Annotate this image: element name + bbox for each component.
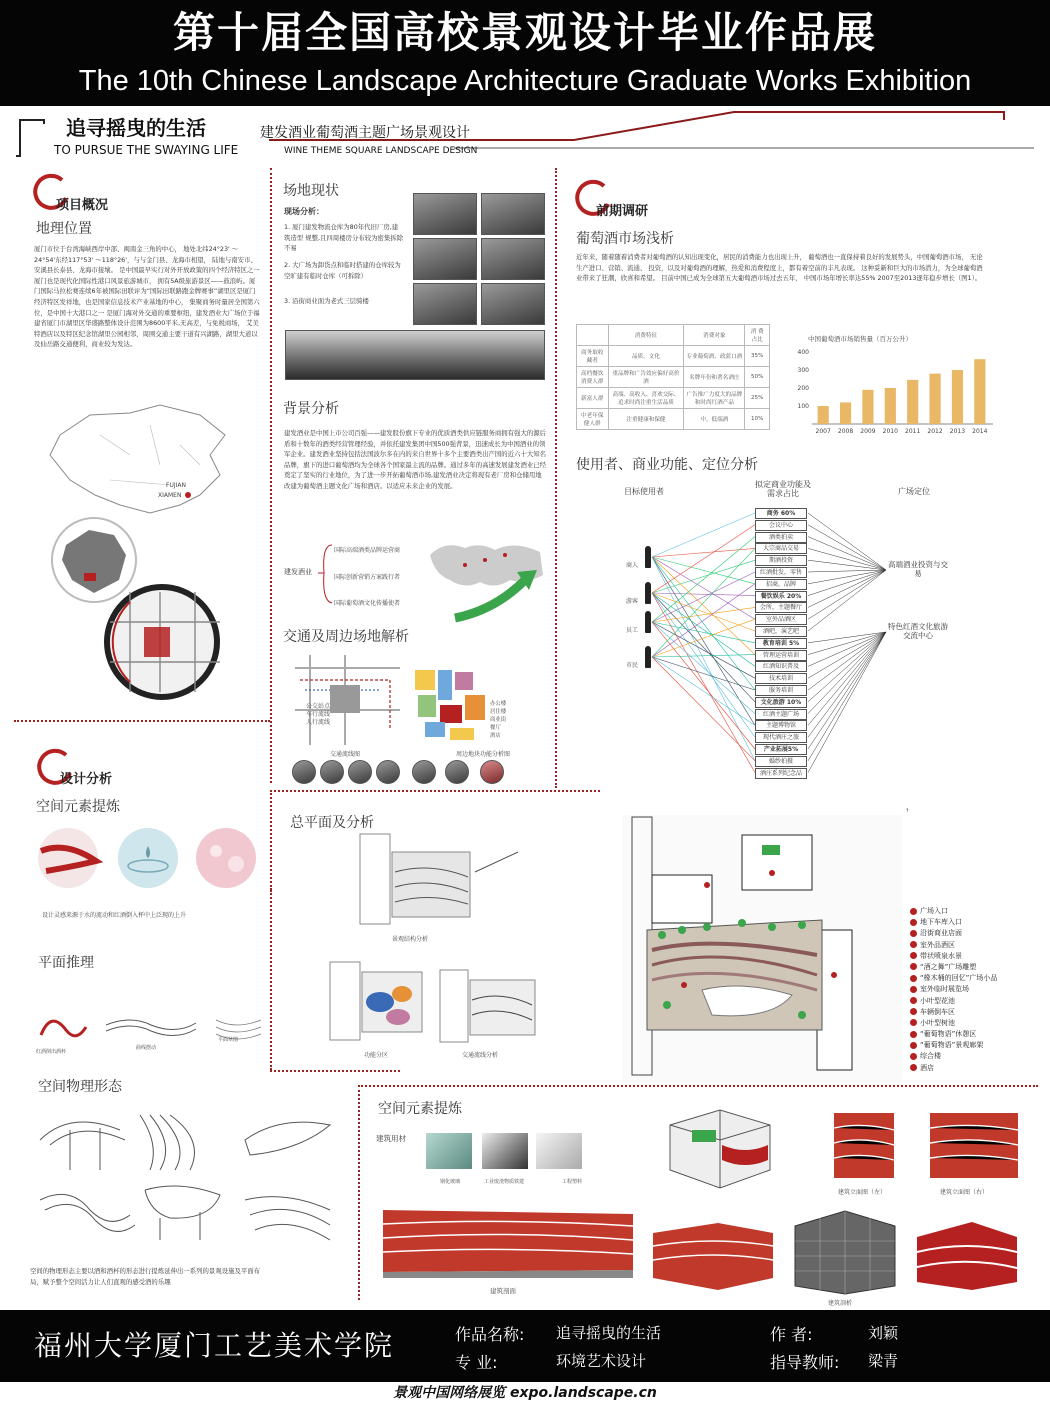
table-cell: 名牌年份和著名酒庄 <box>684 367 745 388</box>
table-row <box>577 325 770 346</box>
inspiration-images <box>36 826 266 891</box>
function-item: 酒庄系列纪念品 <box>755 768 807 779</box>
building-axonometric <box>660 1100 780 1195</box>
person-icon <box>645 646 651 668</box>
north-arrow-icon: ↑ <box>905 808 910 814</box>
advisor-label: 指导教师: <box>770 1353 840 1372</box>
legend-text: “酒之舞”广场雕塑 <box>920 962 977 971</box>
market-bar-chart <box>790 346 995 436</box>
x-tick-label: 2008 <box>837 428 854 435</box>
plan-caption-2: 曲线摆动 <box>136 1045 157 1051</box>
link-line <box>652 655 755 657</box>
legend-dot-icon <box>910 986 917 993</box>
y-tick-label: 300 <box>797 367 809 374</box>
legend-item <box>910 940 1036 951</box>
link-line <box>808 632 886 714</box>
x-tick-label: 2012 <box>927 428 943 435</box>
legend-item: 商业街 <box>490 717 507 723</box>
link-line <box>808 632 886 678</box>
link-line <box>808 525 886 570</box>
legend-dot-icon <box>910 941 917 948</box>
china-map <box>40 395 240 520</box>
position-1: 高端酒业投资与交易 <box>888 560 948 578</box>
link-line <box>652 593 755 666</box>
location-title: 地理位置 <box>36 221 92 237</box>
author-label: 作 者: <box>770 1325 813 1344</box>
surrounding-photo-row <box>290 760 550 788</box>
site-photo <box>481 238 545 280</box>
plan-title: 平面推理 <box>38 955 94 971</box>
x-tick-label: 2013 <box>949 428 966 435</box>
table-cell: 商务取收藏者 <box>577 346 609 367</box>
function-item: 技术培训 <box>755 673 807 684</box>
building-render-red <box>648 1218 778 1293</box>
legend-item: 餐厅 <box>490 725 501 731</box>
legend-dot-icon <box>910 1064 917 1071</box>
bar <box>929 374 940 424</box>
link-line <box>652 622 755 678</box>
surrounding-photo <box>376 760 400 784</box>
building-section-render <box>378 1200 640 1280</box>
table-cell: 25% <box>745 388 770 409</box>
footer <box>0 1310 1050 1382</box>
legend-item <box>910 1029 1036 1040</box>
legend-item: 人行流线 <box>306 719 331 726</box>
plan-caption-1: 红酒倒出酒杯 <box>36 1049 67 1055</box>
master-legend <box>910 906 1036 1074</box>
background-title: 背景分析 <box>283 401 339 417</box>
material-sample <box>426 1133 472 1169</box>
surrounding-photo <box>480 760 504 784</box>
legend-text: 广场入口 <box>920 907 948 915</box>
function-item: 主题博物馆 <box>755 720 807 731</box>
link-line <box>808 570 886 631</box>
traffic-title: 交通及周边场地解析 <box>283 629 409 645</box>
table-cell: 中、低端酒 <box>684 409 745 430</box>
material-label: 建筑用材 <box>376 1134 406 1143</box>
link-line <box>808 632 886 702</box>
map-label-xiamen: XIAMEN <box>158 492 182 499</box>
table-row <box>577 409 770 430</box>
legend-dot-icon <box>910 919 917 926</box>
table-row <box>577 346 770 367</box>
traffic-caption-left: 交通流线图 <box>330 751 361 758</box>
legend-text: “橡木桶的回忆”广场小品 <box>920 974 998 983</box>
divider <box>270 790 272 890</box>
y-tick-label: 100 <box>797 403 809 410</box>
position-2: 特色红酒文化旅游交流中心 <box>888 622 948 640</box>
bar <box>952 370 963 424</box>
function-item: 餐饮娱乐 20% <box>755 591 807 602</box>
table-row <box>577 367 770 388</box>
traffic-analysis-diagram <box>440 970 545 1045</box>
legend-text: 车辆倒车区 <box>920 1007 955 1016</box>
divider <box>270 890 272 1070</box>
table-cell: 中老年保健人群 <box>577 409 609 430</box>
link-line <box>808 570 886 619</box>
form-text: 空间的物理形态主要以酒和酒杯的形态进行提炼延伸出一系列的景观设施及平面布局，赋予整个空间活力让人们直观的感受酒的乐趣 <box>30 1267 261 1286</box>
arch-title: 空间元素提炼 <box>378 1101 462 1117</box>
header-banner <box>0 0 1050 106</box>
major-value: 环境艺术设计 <box>556 1352 647 1370</box>
form-sketches <box>30 1100 350 1265</box>
table-cell: 高端、高收入、喜欢交际、追求时尚注重生活品质 <box>608 388 684 409</box>
material-caption: 工程塑料 <box>562 1179 583 1185</box>
legend-dot-icon <box>910 975 917 982</box>
location-text: 厦门市位于台湾海峡西岸中部、闽南金三角的中心， 地处北纬24°23' ～24°54'东经117°53' ～118°26'，与与金门县、龙海市相望， 陆地与南安市、安溪县长泰县、龙海市接壤。 是中国最早实行对外开放政策的四个经济特区之一厦门也是现代化国际性港口风景旅游城市， 拥有5A级旅游景区——鼓浪屿。厦门国际马拉松赛连续6年被国际田联评为“国际田联路跑金牌赛事”湖里区是厦门经济特区发祥地，也是国家信息技术产业基地的中心， 集聚商务时量居全国第六位，是中国十大港口之一 是厦门海对外交通的重要枢纽，建发酒业大广场位于福建省厦门市湖里区华盛路整体设计范围为8600平米,无高差，与免税商场， 艾美特酒店以及特区纪念馆湖里公园相邻，周围交通主要干道有兴湖路，湖里大道以及仙岳路交通便利，商业较为发达。 <box>34 245 260 349</box>
site-item-3: 3. 沿街商业面为老式三层骑楼 <box>284 297 369 305</box>
legend-item <box>910 917 1036 928</box>
bar <box>818 406 829 424</box>
link-line <box>808 632 886 737</box>
legend-item: 公交站点 <box>306 703 331 710</box>
legend-dot-icon <box>910 963 917 970</box>
background-text: 建发酒业是中国上市公司百强——建发股份旗下专业的优质酒类供应链服务商拥有强大的源后盾和十数年的酒类经营管理经验，并依托建发集团中国500强背景，迅速成长为中国酒业的领军企业。建发酒业坚持包括法国波尔多在内的来自世界十多个主要酒类出产国的近六十大知名品牌，旗下的进口葡萄酒均为全球各个国家最主流的品牌。通过多年的高速发展建发酒业已经奠定了坚实的行业地位，为了进一步开拓葡萄酒市场,建发酒业决定将现有老厂房和仓储用地改建为葡萄酒主题文化广场和酒店。以适应未来企业的发展。 <box>284 429 547 490</box>
user-label: 游客 <box>626 598 639 605</box>
master-plan <box>622 815 902 1085</box>
materials-row <box>426 1133 581 1183</box>
company-label: 建发酒业 <box>284 568 312 576</box>
function-item: 室外品酒区 <box>755 614 807 625</box>
material-caption: 工业废渣物质铁建 <box>484 1179 525 1185</box>
function-item: 大宗商品交易 <box>755 543 807 554</box>
site-panorama-photo <box>285 330 545 380</box>
project-title-cn: 追寻摇曳的生活 <box>66 116 206 140</box>
legend-item <box>910 973 1036 984</box>
surrounding-photo <box>292 760 316 784</box>
user-label: 员工 <box>626 627 639 634</box>
bar <box>885 388 896 424</box>
legend-dot-icon <box>910 997 917 1004</box>
legend-text: “葡萄物语”休憩区 <box>920 1030 977 1039</box>
material-sample <box>482 1133 528 1169</box>
legend-text: 小叶型树池 <box>920 1018 955 1027</box>
site-photo <box>413 283 477 325</box>
function-item: 会议中心 <box>755 520 807 531</box>
user-label: 市民 <box>626 662 639 669</box>
school-name: 福州大学厦门工艺美术学院 <box>34 1329 395 1362</box>
link-line <box>652 657 755 725</box>
function-item: 期酒投资 <box>755 555 807 566</box>
link-line <box>808 570 886 572</box>
traffic-legend-left <box>306 703 330 727</box>
research-heading: 前期调研 <box>596 204 649 219</box>
legend-text: 室外临时展览场 <box>920 985 969 994</box>
table-cell: 品质、文化 <box>608 346 684 367</box>
legend-item <box>910 996 1036 1007</box>
legend-item <box>910 1007 1036 1018</box>
consumer-table <box>576 324 770 430</box>
site-photo <box>413 193 477 235</box>
person-icon <box>645 546 651 568</box>
world-map-growth-graphic <box>425 530 550 622</box>
divider <box>358 1085 360 1300</box>
building-render-glass <box>790 1206 900 1296</box>
legend-dot-icon <box>910 908 917 915</box>
legend-dot-icon <box>910 1019 917 1026</box>
table-cell: 广告推广力度大的品牌和时尚红酒产品 <box>684 388 745 409</box>
link-line <box>652 622 755 714</box>
function-item: 红酒主题广场 <box>755 709 807 720</box>
table-cell: 35% <box>745 346 770 367</box>
function-item: 红酒批发，零售 <box>755 567 807 578</box>
master-caption-3: 交通流线分析 <box>462 1052 499 1059</box>
x-tick-label: 2007 <box>815 428 831 435</box>
market-title: 葡萄酒市场浅析 <box>576 231 674 247</box>
table-cell: 高档餐饮消费人群 <box>577 367 609 388</box>
master-caption-2: 功能分区 <box>364 1052 389 1059</box>
elevation-left <box>832 1108 897 1183</box>
site-item-1: 1. 厦门建发物流仓库为80年代旧厂房,建筑造型 规整,且四周楼房分布较为密集拆除不易 <box>284 223 404 253</box>
table-header: 消费对象 <box>684 325 745 346</box>
project-title-en: TO PURSUE THE SWAYING LIFE <box>54 143 239 157</box>
legend-text: 室外品酒区 <box>920 940 955 949</box>
traffic-flow-map <box>290 650 410 750</box>
users-title: 使用者、商业功能、定位分析 <box>576 457 758 473</box>
legend-dot-icon <box>910 952 917 959</box>
table-cell: 专业葡萄酒、政蓝口酒 <box>684 346 745 367</box>
user-label: 商人 <box>626 562 639 569</box>
surrounding-photo <box>445 760 469 784</box>
legend-dot-icon <box>910 1031 917 1038</box>
arch-caption-elev-left: 建筑立面图（左） <box>838 1189 887 1196</box>
legend-dot-icon <box>910 1053 917 1060</box>
map-label-fujian: FUJIAN <box>166 482 186 489</box>
building-render-exploded <box>912 1212 1022 1292</box>
link-line <box>808 632 886 749</box>
legend-text: 酒店 <box>920 1063 934 1072</box>
element-title: 空间元素提炼 <box>36 799 120 815</box>
chart-title: 中国葡萄酒市场销售量（百万公升） <box>808 335 912 343</box>
link-line <box>808 570 886 584</box>
function-item: 商务 60% <box>755 508 807 519</box>
table-cell: 注重健康和保健 <box>608 409 684 430</box>
site-title: 场地现状 <box>283 183 339 199</box>
legend-dot-icon <box>910 930 917 937</box>
bar <box>974 359 985 424</box>
surrounding-function-map <box>410 650 550 745</box>
legend-text: 带状喷泉水景 <box>920 951 962 960</box>
site-analysis-label: 现场分析： <box>284 207 324 216</box>
branch-2: 国际创新营销方案践行者 <box>334 574 401 581</box>
x-tick-label: 2011 <box>905 428 921 435</box>
legend-item <box>910 951 1036 962</box>
table-header <box>577 325 609 346</box>
function-item: 管理运营培训 <box>755 650 807 661</box>
link-line <box>808 570 886 607</box>
site-location-map <box>100 582 230 707</box>
function-zoning-diagram <box>330 962 430 1042</box>
material-caption: 钢化玻璃 <box>440 1179 461 1185</box>
legend-item: 居住楼 <box>490 709 507 715</box>
overview-heading: 项目概况 <box>56 198 109 213</box>
divider <box>358 1085 1038 1087</box>
legend-item <box>910 906 1036 917</box>
function-item: 产业拓展5% <box>755 744 807 755</box>
material-sample <box>536 1133 582 1169</box>
function-item: 酒类拍卖 <box>755 532 807 543</box>
legend-item <box>910 1051 1036 1062</box>
link-line <box>808 570 886 596</box>
person-icon <box>645 582 651 604</box>
elevation-right <box>928 1108 1020 1183</box>
master-caption-1: 景观结构分析 <box>392 936 429 943</box>
legend-item <box>910 1018 1036 1029</box>
work-label: 作品名称: <box>455 1325 525 1344</box>
function-item: 招商，品牌 <box>755 579 807 590</box>
site-photo <box>413 238 477 280</box>
legend-text: 沿街商业店面 <box>920 929 962 938</box>
site-item-2: 2. 大广场为卸货点和临时搭建的仓库较为空旷建有临时仓库（可拆除） <box>284 261 401 280</box>
design-heading: 设计分析 <box>60 772 113 787</box>
branch-1: 国际高端酒类品牌运营商 <box>334 547 401 554</box>
master-title: 总平面及分析 <box>290 815 374 831</box>
advisor-value: 梁青 <box>868 1352 899 1370</box>
function-item: 教育培训 5% <box>755 638 807 649</box>
exhibition-site-line: 景观中国网络展览 expo.landscape.cn <box>393 1385 657 1401</box>
surrounding-photo <box>348 760 372 784</box>
legend-dot-icon <box>910 1008 917 1015</box>
table-cell: 新富人群 <box>577 388 609 409</box>
author-value: 刘颖 <box>868 1324 899 1342</box>
exhibition-title-cn: 第十届全国高校景观设计毕业作品展 <box>172 8 877 57</box>
col-users-label: 目标使用者 <box>624 487 664 496</box>
link-line <box>808 548 886 570</box>
legend-item <box>910 984 1036 995</box>
link-line <box>652 593 755 596</box>
table-row <box>577 388 770 409</box>
project-subtitle-cn: 建发酒业葡萄酒主题广场景观设计 <box>260 125 470 141</box>
arch-caption-analysis: 建筑剖析 <box>828 1300 853 1307</box>
arch-caption-elev-right: 建筑立面图（右） <box>940 1189 989 1196</box>
site-photo <box>481 283 545 325</box>
function-item: 文化旅游 10% <box>755 697 807 708</box>
traffic-legend-right <box>490 700 506 740</box>
brace-icon <box>318 543 334 605</box>
function-item: 现代酒庄之旅 <box>755 732 807 743</box>
bar <box>862 390 873 424</box>
exhibition-title-en: The 10th Chinese Landscape Architecture Graduate Works Exhibition <box>78 65 972 97</box>
landscape-structure-diagram <box>360 832 520 927</box>
function-item: 服务培训 <box>755 685 807 696</box>
inspiration-text: 设计灵感来源于水的流动和红酒倒入杯中上泛现的上升 <box>42 912 187 919</box>
legend-item <box>910 962 1036 973</box>
work-value: 追寻摇曳的生活 <box>556 1324 662 1342</box>
function-item: 酒吧，演艺吧 <box>755 626 807 637</box>
legend-item: 办公楼 <box>490 701 507 707</box>
legend-dot-icon <box>910 1042 917 1049</box>
col-pos-label: 广场定位 <box>898 487 930 496</box>
legend-text: “葡萄物语”景观廊架 <box>920 1041 984 1050</box>
traffic-caption-right: 周边地块功能分析图 <box>456 751 511 758</box>
table-cell: 重品牌和广告效应偏好高价酒 <box>608 367 684 388</box>
project-subtitle-en: WINE THEME SQUARE LANDSCAPE DESIGN <box>284 146 478 156</box>
legend-item <box>910 1040 1036 1051</box>
link-line <box>652 657 755 761</box>
table-header: 消 费 占比 <box>745 325 770 346</box>
legend-text: 地下车库入口 <box>920 918 962 927</box>
legend-item <box>910 1063 1036 1074</box>
table-header: 消费特征 <box>608 325 684 346</box>
person-icon <box>645 611 651 633</box>
col-func-label: 拟定商业功能及需求占比 <box>755 480 811 498</box>
market-text: 近年来，随着随着消费者对葡萄酒的认知出现变化，居民的消费能力也出现上升， 葡萄酒也一直保持着良好的发展势头，中国葡萄酒市场， 无论生产进口、营销、流通、 投资，以及对葡萄酒的理解，热爱和消费程度上，都有着空前的丰凡表现。 这种妥新和巨大的市场潜力，为全球葡萄酒业带来了狂潮，欣喜和希望。 目前中国已成为全球第五大葡萄酒市场过去五年， 中国市场年增长率达55% 2007至2013逐年稳步增长（图1）。 <box>576 253 983 283</box>
plan-caption-3: 平面草图 <box>218 1037 239 1043</box>
y-tick-label: 200 <box>797 385 809 392</box>
legend-item: 酒店 <box>490 733 501 739</box>
branch-3: 国际葡萄酒文化传播使者 <box>334 600 401 607</box>
bar <box>840 402 851 424</box>
divider <box>270 168 272 783</box>
divider <box>555 168 557 788</box>
divider <box>14 720 270 722</box>
surrounding-photo <box>412 760 436 784</box>
bar <box>907 380 918 424</box>
legend-text: 小叶型花池 <box>920 996 955 1005</box>
table-cell: 50% <box>745 367 770 388</box>
legend-item: 车行流线 <box>306 711 331 718</box>
site-photo <box>481 193 545 235</box>
function-item: 会所，主题餐厅 <box>755 602 807 613</box>
link-line <box>808 632 886 725</box>
function-item: 婚纱拍摄 <box>755 756 807 767</box>
legend-text: 综合楼 <box>920 1052 941 1061</box>
project-title-block <box>14 110 1036 160</box>
x-tick-label: 2010 <box>882 428 898 435</box>
link-line <box>808 632 886 773</box>
form-title: 空间物理形态 <box>38 1079 122 1095</box>
y-tick-label: 400 <box>797 349 809 356</box>
x-tick-label: 2014 <box>972 428 988 435</box>
x-tick-label: 2009 <box>860 428 876 435</box>
legend-item <box>910 928 1036 939</box>
surrounding-photo <box>320 760 344 784</box>
arch-caption-section: 建筑剖面 <box>490 1287 516 1295</box>
table-cell: 10% <box>745 409 770 430</box>
divider <box>270 790 600 792</box>
function-item: 红酒知识普及 <box>755 661 807 672</box>
divider <box>270 1070 400 1072</box>
major-label: 专 业: <box>455 1353 498 1372</box>
